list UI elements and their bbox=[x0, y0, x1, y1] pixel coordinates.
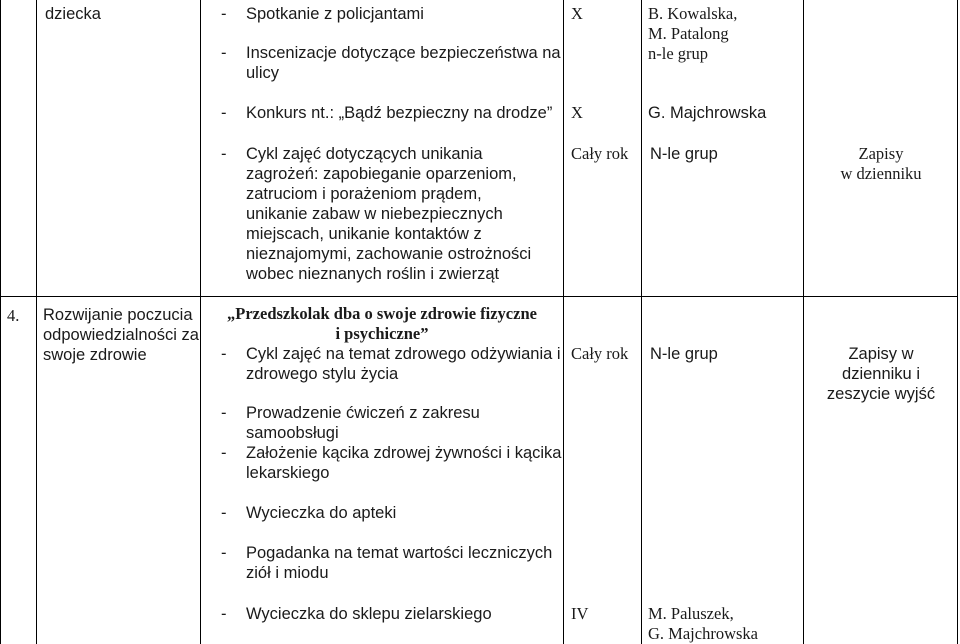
list-item-text: Założenie kącika zdrowej żywności i kącika lekarskiego bbox=[246, 444, 562, 482]
list-item-text: Cykl zajęć dotyczących unikania zagrożeń: zapobieganie oparzeniom, zatruciom i porażeniom prądem, unikanie zabaw w niebezpiecznych miejscach, unikanie kontaktów z nieznajomymi, zachowanie ostrożności wobec nieznanych roślin i zwierząt bbox=[246, 145, 532, 283]
list-dash: - bbox=[221, 5, 227, 23]
list-dash: - bbox=[221, 145, 227, 163]
table-border-left bbox=[0, 0, 1, 644]
list-item-text: Inscenizacje dotyczące bezpieczeństwa na ulicy bbox=[246, 44, 561, 82]
list-item-text: Spotkanie z policjantami bbox=[246, 5, 424, 23]
responsible-cell: G. Majchrowska bbox=[648, 104, 767, 122]
term-cell: Cały rok bbox=[571, 344, 629, 363]
table-divider-col5 bbox=[803, 0, 804, 644]
table-divider-col1 bbox=[36, 0, 37, 644]
section-heading: i psychiczne” bbox=[335, 324, 429, 343]
list-dash: - bbox=[221, 345, 227, 363]
term-cell: IV bbox=[571, 604, 589, 623]
list-item-text: Konkurs nt.: „Bądź bezpieczny na drodze” bbox=[246, 104, 553, 122]
list-dash: - bbox=[221, 605, 227, 623]
list-item bbox=[221, 4, 561, 24]
notes-cell: Zapisy w dzienniku bbox=[840, 144, 922, 183]
row-number: 4. bbox=[7, 306, 20, 325]
term-cell: X bbox=[571, 4, 583, 23]
responsible-cell: N-le grup bbox=[650, 345, 718, 363]
goal-text-prev: dziecka bbox=[45, 5, 101, 23]
list-item bbox=[221, 503, 561, 523]
list-dash: - bbox=[221, 104, 227, 122]
list-item-text: Wycieczka do sklepu zielarskiego bbox=[246, 605, 492, 623]
section-heading: „Przedszkolak dba o swoje zdrowie fizyczne bbox=[227, 304, 537, 323]
list-item-text: Pogadanka na temat wartości leczniczych ziół i miodu bbox=[246, 544, 553, 582]
list-dash: - bbox=[221, 544, 227, 562]
list-item bbox=[221, 144, 561, 284]
term-cell: Cały rok bbox=[571, 144, 629, 163]
row-separator bbox=[0, 296, 958, 297]
responsible-cell: B. Kowalska, M. Patalong n-le grup bbox=[648, 4, 738, 63]
responsible-cell: N-le grup bbox=[650, 145, 718, 163]
list-item bbox=[221, 103, 561, 123]
list-item-text: Prowadzenie ćwiczeń z zakresu samoobsługi bbox=[246, 404, 480, 442]
list-dash: - bbox=[221, 444, 227, 462]
list-dash: - bbox=[221, 504, 227, 522]
list-item-text: Wycieczka do apteki bbox=[246, 504, 397, 522]
list-dash: - bbox=[221, 404, 227, 422]
list-item bbox=[221, 403, 561, 442]
list-item bbox=[221, 543, 561, 583]
list-item bbox=[221, 43, 561, 83]
table-divider-col2 bbox=[200, 0, 201, 644]
table-border-right bbox=[957, 0, 958, 644]
list-item bbox=[221, 443, 561, 483]
list-dash: - bbox=[221, 44, 227, 62]
responsible-cell: M. Paluszek, G. Majchrowska bbox=[648, 604, 758, 643]
table-divider-col4 bbox=[641, 0, 642, 644]
goal-text: Rozwijanie poczucia odpowiedzialności za swoje zdrowie bbox=[43, 306, 199, 364]
list-item bbox=[221, 604, 561, 624]
list-item bbox=[221, 344, 561, 384]
term-cell: X bbox=[571, 103, 583, 122]
notes-cell: Zapisy w dzienniku i zeszycie wyjść bbox=[826, 345, 936, 403]
list-item-text: Cykl zajęć na temat zdrowego odżywiania i zdrowego stylu życia bbox=[246, 345, 561, 383]
